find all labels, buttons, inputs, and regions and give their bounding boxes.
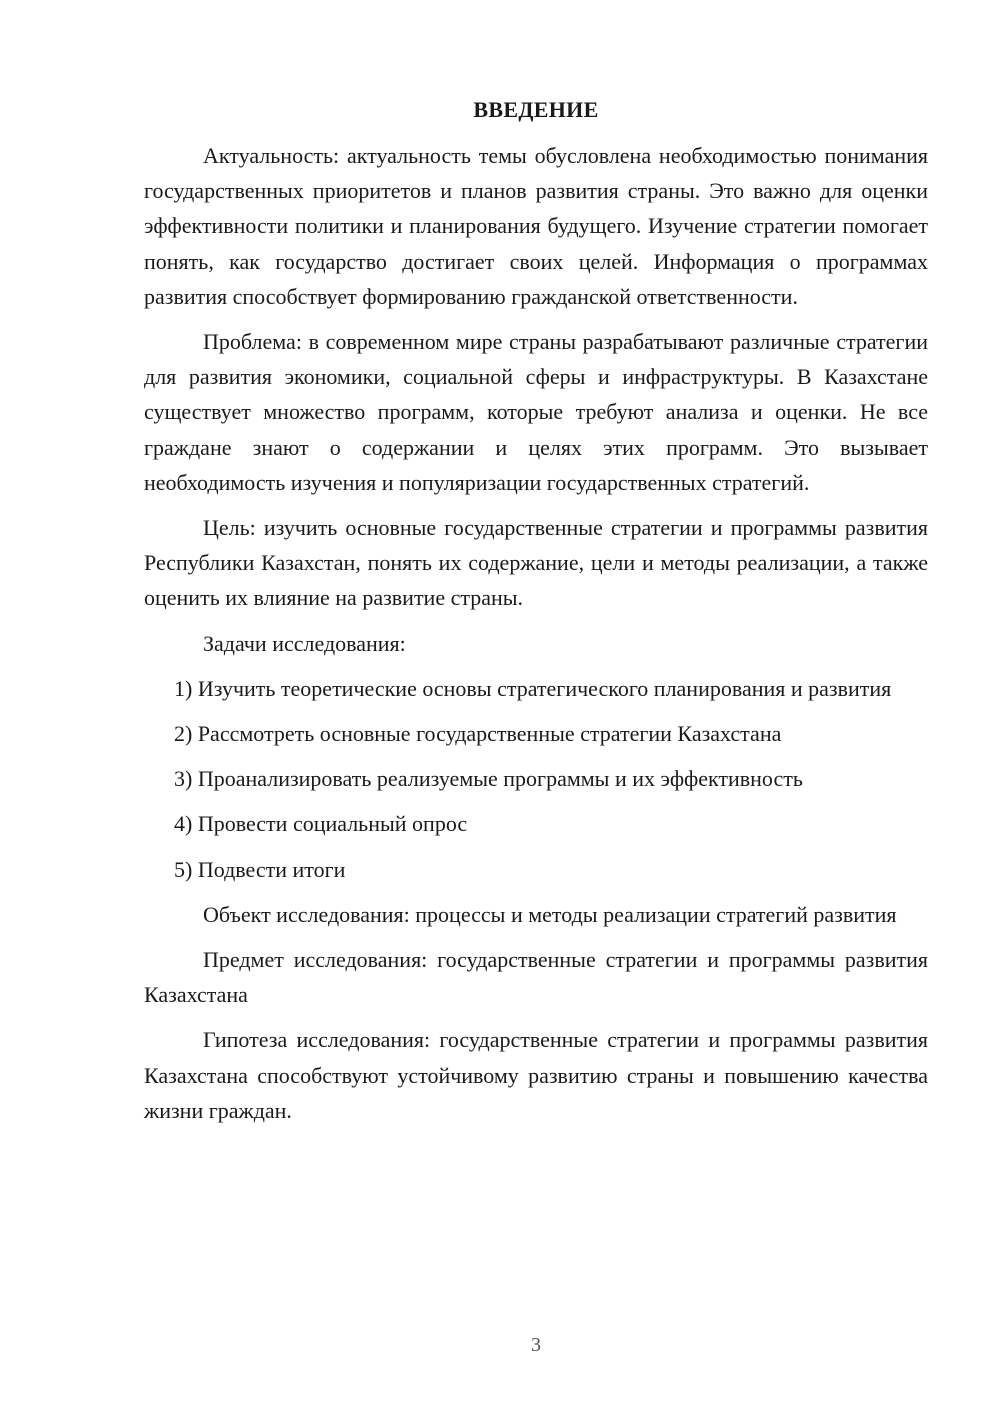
paragraph-problem: Проблема: в современном мире страны разрабатывают различные стратегии для развития экономики, социальной сферы и инфраструктуры. В Казахстане существует множество программ, которые требуют анализа и оценки. Не все граждане знают о содержании и целях этих программ. Это вызывает необходимость изучения и популяризации государственных стратегий. [144, 329, 928, 495]
paragraph-relevance: Актуальность: актуальность темы обусловлена необходимостью понимания государственных приоритетов и планов развития страны. Это важно для оценки эффективности политики и планирования будущего. Изучение стратегии помогает понять, как государство достигает своих целей. Информация о программах развития способствует формированию гражданской ответственности. [144, 143, 928, 309]
paragraph-hypothesis: Гипотеза исследования: государственные стратегии и программы развития Казахстана способствуют устойчивому развитию страны и повышению качества жизни граждан. [144, 1027, 928, 1123]
paragraph-subject: Предмет исследования: государственные стратегии и программы развития Казахстана [144, 947, 928, 1008]
document-page [144, 96, 928, 1138]
list-item: 5) Подвести итоги [174, 856, 346, 882]
paragraph-tasks-heading: Задачи исследования: [203, 630, 406, 656]
paragraph-object: Объект исследования: процессы и методы реализации стратегий развития [203, 901, 897, 927]
list-item: 4) Провести социальный опрос [174, 811, 468, 837]
tasks-list [144, 671, 928, 887]
list-item: 2) Рассмотреть основные государственные стратегии Казахстана [174, 721, 782, 747]
list-item: 1) Изучить теоретические основы стратегического планирования и развития [174, 675, 892, 701]
page-number: 3 [531, 1334, 541, 1356]
page-title: ВВЕДЕНИЕ [473, 97, 599, 122]
list-item: 3) Проанализировать реализуемые программы и их эффективность [174, 766, 803, 792]
paragraph-goal: Цель: изучить основные государственные стратегии и программы развития Республики Казахстан, понять их содержание, цели и методы реализации, а также оценить их влияние на развитие страны. [144, 515, 928, 611]
